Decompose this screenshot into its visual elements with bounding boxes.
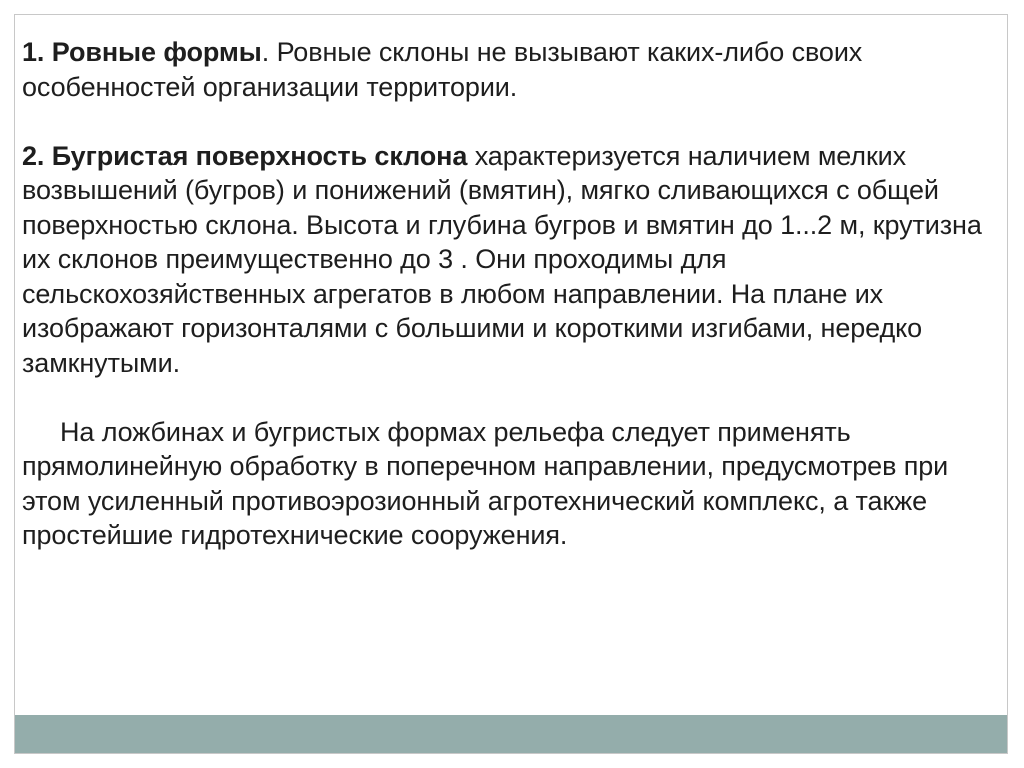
paragraph-hummocky-surface-text: характеризуется наличием мелких возвышений (бугров) и понижений (вмятин), мягко сливающихся с общей поверхностью склона. Высота и глубина бугров и вмятин до 1...2 м, крутизна их склонов преимущественно до 3 . Они проходимы для сельскохозяйственных агрегатов в любом направлении. На плане их изображают горизонталями с большими и короткими изгибами, нередко замкнутыми.: [22, 140, 982, 378]
paragraph-recommendation: [22, 415, 997, 553]
paragraph-hummocky-surface-heading: 2. Бугристая поверхность склона: [22, 140, 468, 171]
paragraph-hummocky-surface: [22, 139, 997, 381]
paragraph-recommendation-text: На ложбинах и бугристых формах рельефа следует применять прямолинейную обработку в поперечном направлении, предусмотрев при этом усиленный противоэрозионный агротехнический комплекс, а также простейшие гидротехнические сооружения.: [22, 416, 949, 550]
paragraph-flat-forms-heading: 1. Ровные формы: [22, 37, 262, 67]
slide-content: [22, 35, 997, 553]
bottom-bar: [15, 715, 1007, 753]
slide: [14, 14, 1008, 754]
paragraph-flat-forms: [22, 35, 997, 104]
paragraph-flat-forms-text: . Ровные склоны не вызывают каких-либо своих особенностей организации территории.: [22, 37, 863, 102]
